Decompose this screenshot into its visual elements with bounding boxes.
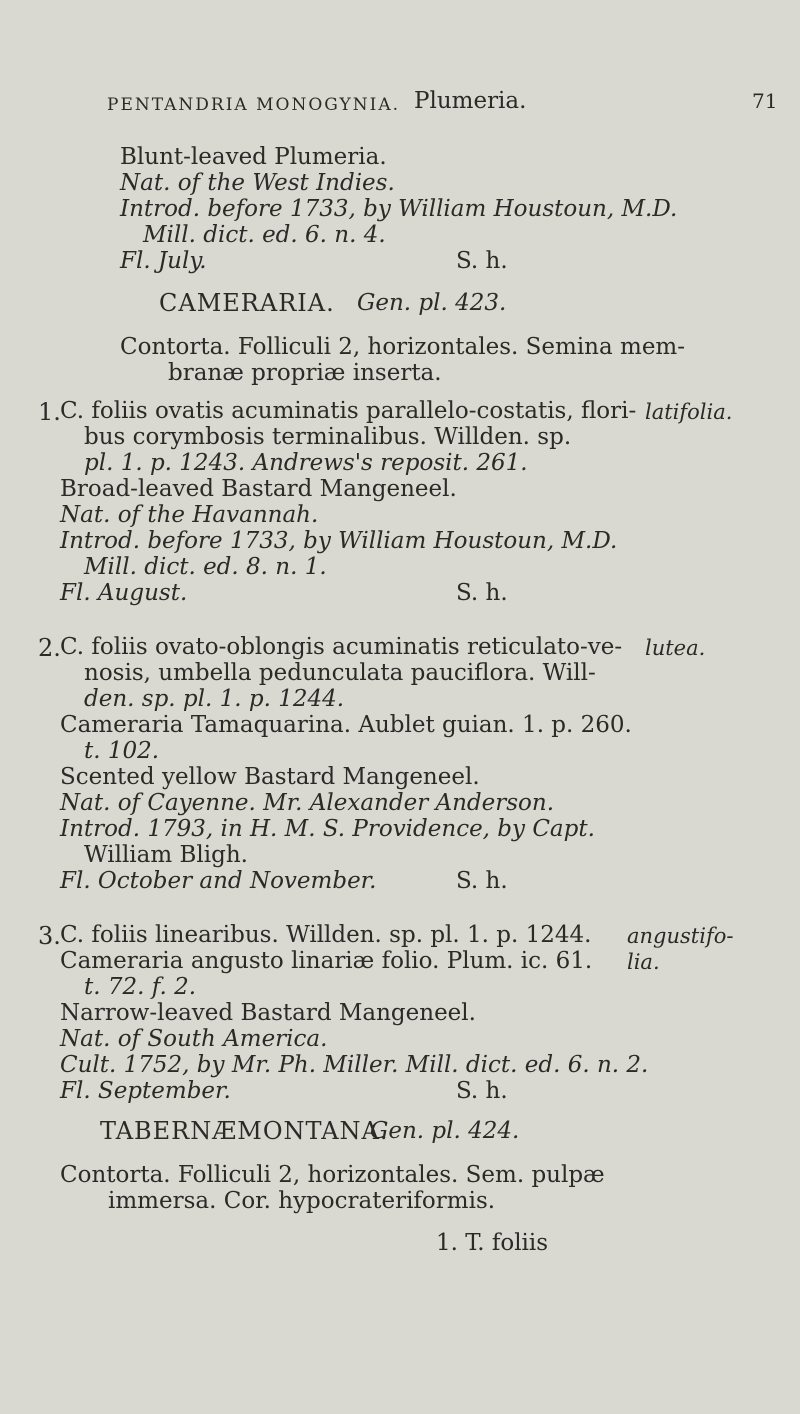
habit: S. h. xyxy=(456,1078,508,1104)
flowering: Fl. July. xyxy=(120,248,207,274)
species-epithet: angustifo- xyxy=(627,924,734,948)
genus-heading: TABERNÆMONTANA. xyxy=(100,1117,389,1145)
species-epithet-continued: lia. xyxy=(627,950,660,974)
species-line: C. foliis ovatis acuminatis parallelo-costatis, flori- xyxy=(60,398,637,424)
species-line: Cameraria Tamaquarina. Aublet guian. 1. p. 260. xyxy=(60,712,632,738)
reference: Mill. dict. ed. 6. n. 4. xyxy=(143,222,386,248)
species-line: Introd. before 1733, by William Houstoun, M.D. xyxy=(60,528,618,554)
species-line: den. sp. pl. 1. p. 1244. xyxy=(84,686,345,712)
genus-character-2: branæ propriæ inserta. xyxy=(168,360,442,386)
species-line: Mill. dict. ed. 8. n. 1. xyxy=(84,554,327,580)
species-line: Nat. of the Havannah. xyxy=(60,502,319,528)
flowering: Fl. September. xyxy=(60,1078,231,1104)
species-line: Narrow-leaved Bastard Mangeneel. xyxy=(60,1000,476,1026)
species-line: t. 72. f. 2. xyxy=(84,974,197,1000)
species-line: t. 102. xyxy=(84,738,160,764)
species-line: Nat. of South America. xyxy=(60,1026,328,1052)
species-line: C. foliis linearibus. Willden. sp. pl. 1. p. 1244. xyxy=(60,922,592,948)
species-line: C. foliis ovato-oblongis acuminatis reticulato-ve- xyxy=(60,634,623,660)
introduced: Introd. before 1733, by William Houstoun, M.D. xyxy=(120,196,678,222)
species-number: 2. xyxy=(38,634,61,662)
running-header-genus: Plumeria. xyxy=(414,88,527,114)
species-line: Scented yellow Bastard Mangeneel. xyxy=(60,764,480,790)
common-name: Blunt-leaved Plumeria. xyxy=(120,144,387,170)
running-header-class: PENTANDRIA MONOGYNIA. xyxy=(107,95,401,115)
species-line: Cult. 1752, by Mr. Ph. Miller. Mill. dict. ed. 6. n. 2. xyxy=(60,1052,649,1078)
genus-heading: CAMERARIA. xyxy=(159,289,335,317)
species-number: 1. xyxy=(38,398,61,426)
species-line: Broad-leaved Bastard Mangeneel. xyxy=(60,476,457,502)
genus-character-2: immersa. Cor. hypocrateriformis. xyxy=(108,1188,496,1214)
native-of: Nat. of the West Indies. xyxy=(120,170,395,196)
habit: S. h. xyxy=(456,580,508,606)
species-number: 3. xyxy=(38,922,61,950)
genus-reference: Gen. pl. 423. xyxy=(357,290,507,316)
page-number: 71 xyxy=(752,89,778,113)
species-line: Introd. 1793, in H. M. S. Providence, by Capt. xyxy=(60,816,595,842)
species-line: Nat. of Cayenne. Mr. Alexander Anderson. xyxy=(60,790,555,816)
flowering: Fl. October and November. xyxy=(60,868,377,894)
genus-character-1: Contorta. Folliculi 2, horizontales. Semina mem- xyxy=(120,334,686,360)
catchword: 1. T. foliis xyxy=(436,1230,549,1256)
species-line: Cameraria angusto linariæ folio. Plum. ic. 61. xyxy=(60,948,593,974)
species-line: nosis, umbella pedunculata pauciflora. Will- xyxy=(84,660,596,686)
species-line: bus corymbosis terminalibus. Willden. sp. xyxy=(84,424,572,450)
species-line: pl. 1. p. 1243. Andrews's reposit. 261. xyxy=(84,450,528,476)
habit: S. h. xyxy=(456,868,508,894)
flowering: Fl. August. xyxy=(60,580,188,606)
genus-reference: Gen. pl. 424. xyxy=(370,1118,520,1144)
species-epithet: latifolia. xyxy=(645,400,733,424)
species-line: William Bligh. xyxy=(84,842,248,868)
genus-character-1: Contorta. Folliculi 2, horizontales. Sem. pulpæ xyxy=(60,1162,605,1188)
habit: S. h. xyxy=(456,248,508,274)
species-epithet: lutea. xyxy=(645,636,706,660)
